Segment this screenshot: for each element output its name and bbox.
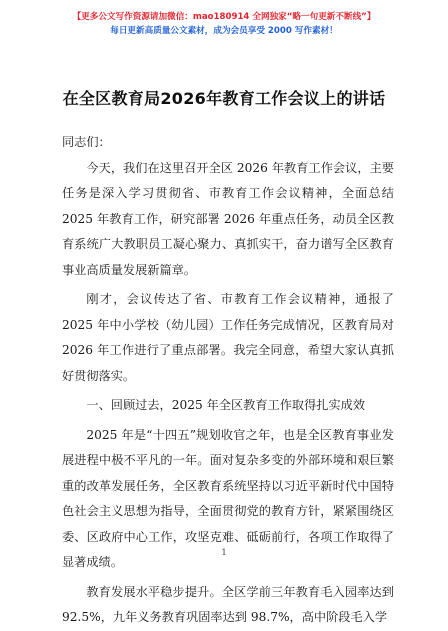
- greeting: 同志们：: [62, 135, 111, 149]
- paragraph-development: 教育发展水平稳步提升。全区学前三年教育毛入园率达到 92.5%，九年义务教育巩固率达到 98.7%，高中阶段毛入学: [62, 584, 394, 624]
- promo-banner-line-2: 每日更新高质量公文素材，成为会员享受 2000 写作素材！: [110, 26, 338, 36]
- paragraph-conference-summary: 刚才，会议传达了省、市教育工作会议精神，通报了 2025 年中小学校（幼儿园）工作任务完成情况，区教育局对 2026 年工作进行了重点部署。我完全同意，希望大家认真抓好贯彻落实。: [62, 292, 394, 383]
- paragraph-review: 2025 年是“十四五”规划收官之年，也是全区教育事业发展进程中极不平凡的一年。面对复杂多变的外部环境和艰巨繁重的改革发展任务，全区教育系统坚持以习近平新时代中国特色社会主义思想为指导，全面贯彻党的教育方针，紧紧围绕区委、区政府中心工作，攻坚克难、砥砺前行，各项工作取得了显著成绩。: [62, 427, 394, 569]
- document-title: 在全区教育局2026年教育工作会议上的讲话: [62, 89, 386, 108]
- paragraph-intro: 今天，我们在这里召开全区 2026 年教育工作会议，主要任务是深入学习贯彻省、市教育工作会议精神，全面总结 2025 年教育工作，研究部署 2026 年重点任务，动员全区教育系统广大教职员工凝心聚力、真抓实干，奋力谱写全区教育事业高质量发展新篇章。: [62, 160, 394, 277]
- promo-banner-line-1: 【更多公文写作资源请加微信：mao180914 全网独家“略一句更新不断线”】: [72, 12, 376, 22]
- page-number: 1: [221, 548, 227, 557]
- section-heading-1: 一、回顾过去，2025 年全区教育工作取得扎实成效: [86, 398, 366, 412]
